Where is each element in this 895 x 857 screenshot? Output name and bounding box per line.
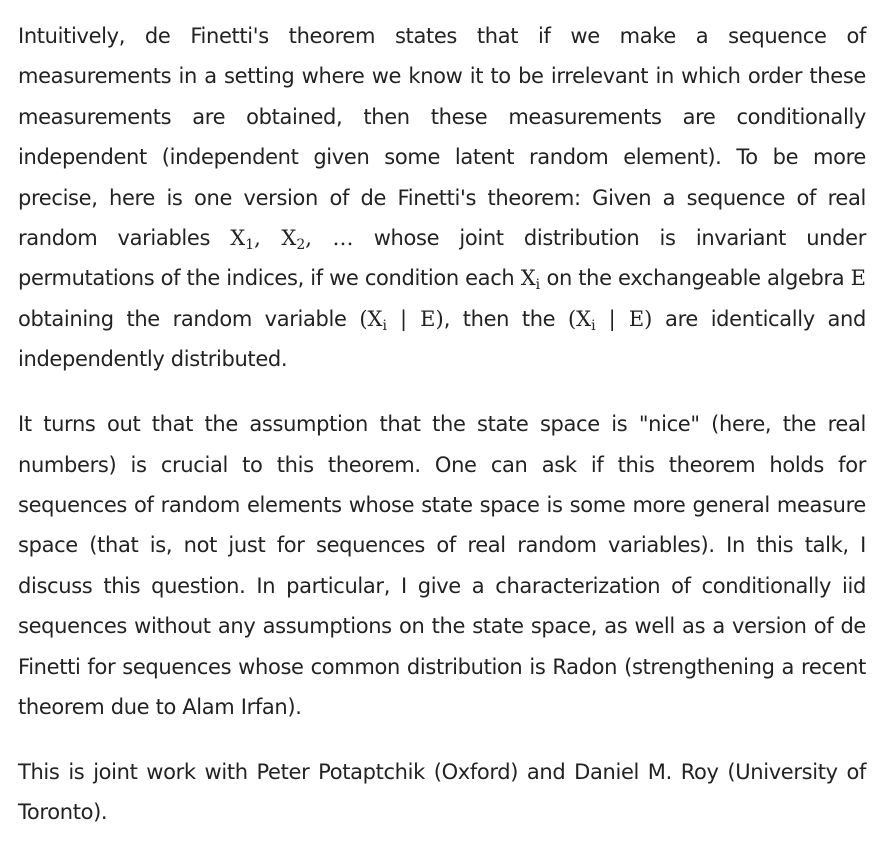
paragraph-theorem-statement [18, 16, 866, 380]
paragraph-joint-work: This is joint work with Peter Potaptchik (Oxford) and Daniel M. Roy (University of Toronto). [18, 759, 866, 825]
math-conditional-variable-2: ($X_i$ | E) [567, 306, 653, 334]
paragraph-1-text-before: Intuitively, de Finetti's theorem states that if we make a sequence of measurements in a setting where we know it to be irrelevant in which order these measurements are obtained, then these measurements are conditionally independent (independent given some latent random element). To be more precise, here is one version of de Finetti's theorem: Given a sequence of real random variables [18, 24, 866, 251]
paragraph-state-space-question: It turns out that the assumption that the state space is "nice" (here, the real numbers) is crucial to this theorem. One can ask if this theorem holds for sequences of random elements whose state space is some more general measure space (that is, not just for sequences of real random variables). In this talk, I discuss this question. In particular, I give a characterization of conditionally iid sequences without any assumptions on the state space, as well as a version of de Finetti for sequences whose common distribution is Radon (strengthening a recent theorem due to Alam Irfan). [18, 412, 866, 719]
paragraph-1-text-mid-2: on the exchangeable algebra [540, 266, 851, 291]
math-exchangeable-algebra: E [850, 266, 866, 291]
paragraph-1-text-mid-3: obtaining the random variable [18, 306, 360, 331]
math-conditional-variable-1: ($X_i$ | E) [359, 306, 444, 334]
abstract-text [18, 16, 866, 857]
paragraph-1-text-mid-1: whose joint distribution is invariant under permutations of the indices, if we condition each [18, 226, 866, 291]
paragraph-1-text-after: are identically and independently distributed. [18, 306, 866, 372]
math-xi: $X_i$ [520, 266, 541, 294]
paragraph-1-text-mid-4: , then the [443, 306, 568, 331]
math-sequence: $X_1$, $X_2$, … [230, 226, 354, 254]
